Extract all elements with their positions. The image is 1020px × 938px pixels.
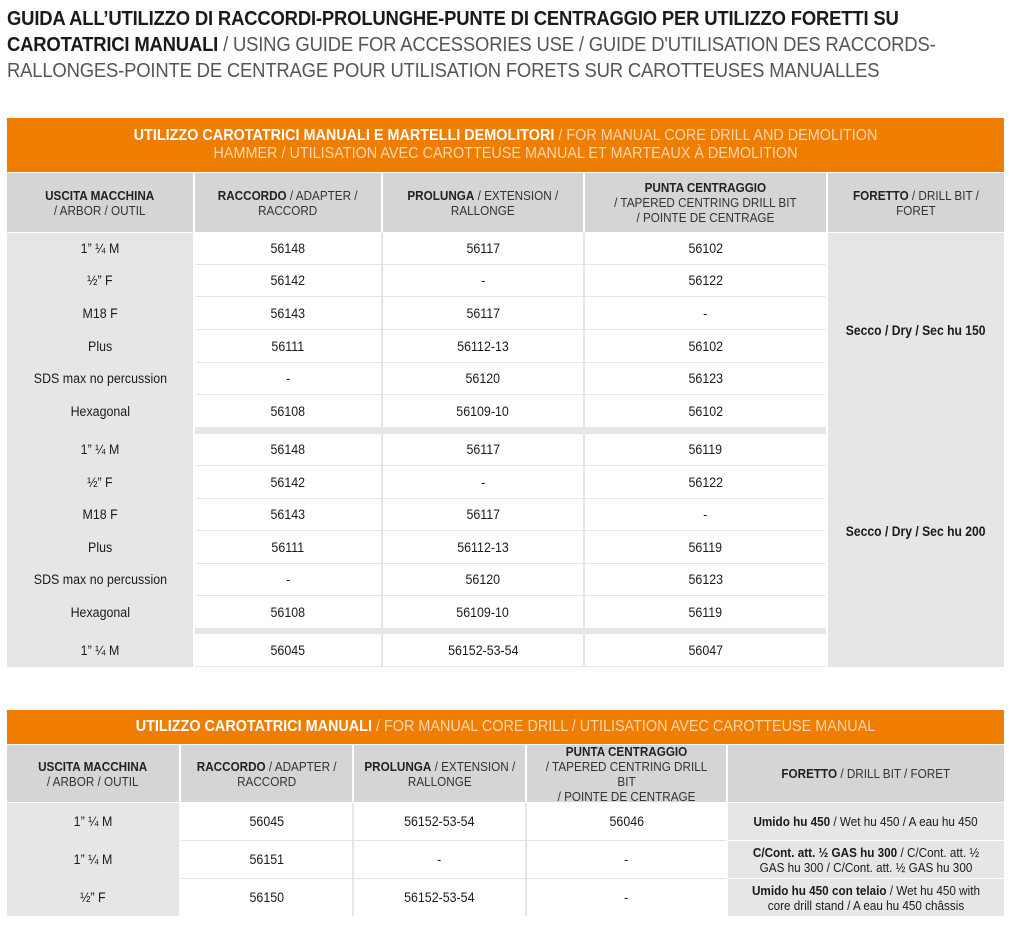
- table-cell: [354, 803, 525, 840]
- cell-text: 56045: [270, 642, 306, 658]
- cell-text: 56152-53-54: [404, 814, 475, 829]
- cell-text: 56109-10: [456, 604, 510, 620]
- cell-text: M18 F: [82, 305, 118, 321]
- cell-text: 56102: [688, 241, 723, 256]
- cell-text: SDS max no percussion: [33, 572, 167, 587]
- cell-text: Hexagonal: [70, 604, 130, 620]
- cell-text: / ADAPTER /: [287, 187, 358, 203]
- cell-text: Umido hu 450: [753, 814, 831, 829]
- cell-text: / ARBOR / OUTIL: [54, 202, 146, 218]
- cell-text: 1” ¼ M: [80, 642, 120, 658]
- table-cell: [585, 265, 826, 296]
- table-cell: [585, 564, 826, 595]
- page-heading: [7, 6, 1011, 84]
- table-cell: [195, 531, 381, 563]
- cell-text: 56142: [270, 273, 306, 288]
- cell-text: -: [437, 852, 442, 867]
- t1-header-centring-bit: [585, 173, 826, 232]
- cell-text: 56120: [465, 572, 501, 587]
- cell-text: 56119: [688, 442, 723, 457]
- table-cell: [383, 531, 583, 563]
- table-cell: [181, 803, 352, 840]
- table-cell: [7, 330, 193, 362]
- heading-bold: GUIDA ALL’UTILIZZO DI RACCORDI-PROLUNGHE-PUNTE DI CENTRAGGIO PER UTILIZZO FORETTI SU CAROTATRICI MANUALI: [7, 7, 899, 56]
- table-cell: [585, 297, 826, 329]
- cell-text: 56046: [609, 814, 644, 829]
- table-cell: [383, 634, 583, 666]
- cell-text: 56142: [270, 474, 306, 490]
- t2-header-extension: [354, 745, 525, 802]
- cell-text: Secco / Dry / Sec hu 150: [846, 322, 986, 338]
- cell-text: 56117: [466, 305, 500, 321]
- heading-translations: / USING GUIDE FOR ACCESSORIES USE / GUIDE D'UTILISATION DES RACCORDS-RALLONGES-POINTE DE CENTRAGE POUR UTILISATION FORETS SUR CAROTTEUSES MANUALLES: [7, 33, 936, 82]
- cell-text: 56122: [688, 474, 723, 490]
- cell-text: 1” ¼ M: [73, 814, 113, 829]
- cell-text: [218, 188, 358, 218]
- cell-text: / POINTE DE CENTRAGE: [636, 210, 775, 225]
- table-cell: [7, 363, 193, 394]
- cell-text: 56123: [688, 572, 723, 587]
- table-cell: [354, 879, 525, 916]
- cell-text: PUNTA CENTRAGGIO: [565, 743, 688, 759]
- cell-text: / TAPERED CENTRING DRILL BIT: [545, 758, 708, 789]
- cell-text: [408, 188, 559, 218]
- cell-text: [45, 188, 154, 218]
- cell-text: PROLUNGA: [407, 187, 475, 203]
- cell-text: [537, 744, 716, 804]
- t2-header-drill-bit: [728, 745, 1004, 802]
- cell-text: FORET: [896, 202, 936, 218]
- t1-group1-foretto: [828, 233, 1004, 427]
- cell-text: / DRILL BIT / FORET: [837, 766, 951, 781]
- cell-text: 56117: [466, 507, 500, 522]
- cell-text: 56148: [270, 241, 306, 256]
- table-cell: [383, 499, 583, 530]
- cell-text: / C/Cont. att. ½ GAS hu 300 / C/Cont. att. ½ GAS hu 300: [759, 844, 980, 875]
- t1-header-arbor: [7, 173, 193, 232]
- t1-header-drill-bit: [828, 173, 1004, 232]
- cell-text: / DRILL BIT /: [908, 187, 979, 203]
- table-cell: [7, 265, 193, 296]
- cell-text: 56108: [270, 403, 306, 419]
- cell-text: 1” ¼ M: [73, 852, 113, 867]
- table-cell: [7, 466, 193, 498]
- table1-banner-line2: HAMMER / UTILISATION AVEC CAROTTEUSE MANUAL ET MARTEAUX À DEMOLITION: [213, 145, 798, 162]
- table-cell: [7, 634, 193, 666]
- cell-text: Secco / Dry / Sec hu 200: [846, 523, 986, 539]
- cell-text: 56122: [688, 273, 723, 288]
- table-cell: [383, 363, 583, 394]
- cell-text: Plus: [87, 539, 113, 555]
- cell-text: 56112-13: [457, 338, 509, 354]
- table-cell: [195, 330, 381, 362]
- cell-text: / ARBOR / OUTIL: [47, 773, 139, 789]
- table-cell: [585, 233, 826, 264]
- cell-text: RACCORDO: [196, 758, 266, 774]
- cell-text: FORETTO: [853, 187, 909, 203]
- table-cell: [383, 466, 583, 498]
- cell-text: 56119: [688, 604, 723, 620]
- table-cell: [728, 879, 1004, 916]
- cell-text: / ADAPTER /: [265, 758, 337, 774]
- t2-header-adapter: [181, 745, 352, 802]
- cell-text: RACCORD: [236, 773, 297, 789]
- table-cell: [527, 803, 726, 840]
- cell-text: ½” F: [80, 890, 106, 905]
- table-cell: [728, 841, 1004, 878]
- cell-text: / EXTENSION /: [474, 187, 559, 203]
- table-cell: [728, 803, 1004, 840]
- cell-text: FORETTO: [781, 766, 838, 781]
- table-cell: [354, 841, 525, 878]
- cell-text: -: [285, 572, 291, 587]
- table-cell: [7, 803, 179, 840]
- table-cell: [585, 634, 826, 666]
- table-cell: [195, 233, 381, 264]
- table-cell: [195, 363, 381, 394]
- cell-text: -: [624, 890, 629, 905]
- cell-text: PROLUNGA: [364, 758, 432, 774]
- cell-text: / POINTE DE CENTRAGE: [557, 788, 696, 804]
- table-cell: [527, 879, 726, 916]
- table-cell: [585, 330, 826, 362]
- cell-text: ½” F: [87, 273, 113, 288]
- cell-text: / Wet hu 450 with core drill stand / A eau hu 450 châssis: [767, 882, 981, 913]
- table-cell: [7, 841, 179, 878]
- cell-text: RALLONGE: [451, 202, 515, 218]
- t2-header-arbor: [7, 745, 179, 802]
- cell-text: [754, 814, 978, 829]
- cell-text: RALLONGE: [407, 773, 472, 789]
- cell-text: -: [703, 507, 708, 522]
- cell-text: 56102: [688, 338, 723, 354]
- table-cell: [195, 395, 381, 427]
- table-cell: [383, 265, 583, 296]
- cell-text: [742, 845, 990, 875]
- cell-text: 56117: [466, 241, 500, 256]
- table-cell: [195, 564, 381, 595]
- table-cell: [7, 395, 193, 427]
- cell-text: Umido hu 450 con telaio: [751, 882, 887, 898]
- table2-banner-bold: UTILIZZO CAROTATRICI MANUALI: [135, 718, 372, 735]
- table-cell: [7, 233, 193, 264]
- table-cell: [181, 841, 352, 878]
- cell-text: 56045: [249, 814, 284, 829]
- cell-text: -: [480, 474, 486, 490]
- cell-text: 56111: [271, 539, 305, 555]
- cell-text: RACCORDO: [218, 187, 288, 203]
- t1-header-adapter: [195, 173, 381, 232]
- table-cell: [383, 297, 583, 329]
- table2-banner-rest: / FOR MANUAL CORE DRILL / UTILISATION AVEC CAROTTEUSE MANUAL: [371, 718, 876, 735]
- cell-text: 56109-10: [456, 403, 510, 419]
- cell-text: 56047: [688, 642, 723, 658]
- cell-text: C/Cont. att. ½ GAS hu 300: [752, 844, 898, 860]
- cell-text: [364, 759, 515, 789]
- table-cell: [195, 466, 381, 498]
- cell-text: M18 F: [82, 507, 118, 522]
- cell-text: -: [480, 273, 486, 288]
- cell-text: [197, 759, 337, 789]
- cell-text: 56151: [249, 852, 284, 867]
- cell-text: / EXTENSION /: [431, 758, 515, 774]
- table-cell: [585, 434, 826, 465]
- table-cell: [7, 879, 179, 916]
- cell-text: 56152-53-54: [404, 890, 475, 905]
- cell-text: 1” ¼ M: [80, 442, 120, 457]
- cell-text: [742, 883, 990, 913]
- table-cell: [195, 434, 381, 465]
- cell-text: 56108: [270, 604, 306, 620]
- cell-text: 56120: [465, 371, 501, 386]
- cell-text: 56148: [270, 442, 306, 457]
- cell-text: / TAPERED CENTRING DRILL BIT: [614, 195, 797, 210]
- table-cell: [195, 596, 381, 628]
- cell-text: -: [285, 371, 291, 386]
- cell-text: 56143: [270, 305, 306, 321]
- t2-header-centring-bit: [527, 745, 726, 802]
- cell-text: USCITA MACCHINA: [38, 758, 148, 774]
- cell-text: 1” ¼ M: [80, 241, 120, 256]
- table-cell: [7, 596, 193, 628]
- table-cell: [383, 434, 583, 465]
- table1-banner-bold: UTILIZZO CAROTATRICI MANUALI E MARTELLI DEMOLITORI: [133, 127, 555, 144]
- table2-banner: [7, 710, 1004, 744]
- table-cell: [383, 233, 583, 264]
- cell-text: 56152-53-54: [447, 642, 519, 658]
- cell-text: [38, 759, 147, 789]
- table-cell: [383, 330, 583, 362]
- table-cell: [383, 564, 583, 595]
- table-cell: [585, 596, 826, 628]
- table-cell: [383, 596, 583, 628]
- cell-text: SDS max no percussion: [33, 371, 167, 386]
- cell-text: -: [624, 852, 629, 867]
- table-cell: [585, 363, 826, 394]
- table-cell: [195, 265, 381, 296]
- cell-text: [853, 188, 979, 218]
- table-cell: [195, 499, 381, 530]
- cell-text: PUNTA CENTRAGGIO: [644, 180, 767, 195]
- table-cell: [7, 499, 193, 530]
- table1-banner-rest: / FOR MANUAL CORE DRILL AND DEMOLITION: [554, 127, 878, 144]
- table-cell: [195, 634, 381, 666]
- table-cell: [383, 395, 583, 427]
- cell-text: 56123: [688, 371, 723, 386]
- table-cell: [7, 531, 193, 563]
- cell-text: [614, 180, 796, 225]
- cell-text: RACCORD: [258, 202, 318, 218]
- cell-text: ½” F: [87, 474, 113, 490]
- cell-text: -: [703, 305, 708, 321]
- cell-text: 56143: [270, 507, 306, 522]
- table-cell: [195, 297, 381, 329]
- table-cell: [585, 531, 826, 563]
- table-cell: [585, 466, 826, 498]
- cell-text: 56111: [271, 338, 305, 354]
- cell-text: 56150: [249, 890, 284, 905]
- table-cell: [585, 395, 826, 427]
- t1-group2-foretto: [828, 434, 1004, 628]
- cell-text: 56119: [688, 539, 723, 555]
- cell-text: Hexagonal: [70, 403, 130, 419]
- cell-text: USCITA MACCHINA: [45, 187, 155, 203]
- table-cell: [527, 841, 726, 878]
- table-cell: [585, 499, 826, 530]
- cell-text: / Wet hu 450 / A eau hu 450: [830, 814, 979, 829]
- table-cell: [181, 879, 352, 916]
- t1-header-extension: [383, 173, 583, 232]
- table-cell: [7, 297, 193, 329]
- cell-text: [782, 766, 951, 781]
- cell-text: 56117: [466, 442, 500, 457]
- cell-text: 56102: [688, 403, 723, 419]
- cell-text: 56112-13: [457, 539, 509, 555]
- cell-text: Plus: [87, 338, 113, 354]
- table1-banner: [7, 118, 1004, 172]
- table-cell: [7, 564, 193, 595]
- table-cell: [7, 434, 193, 465]
